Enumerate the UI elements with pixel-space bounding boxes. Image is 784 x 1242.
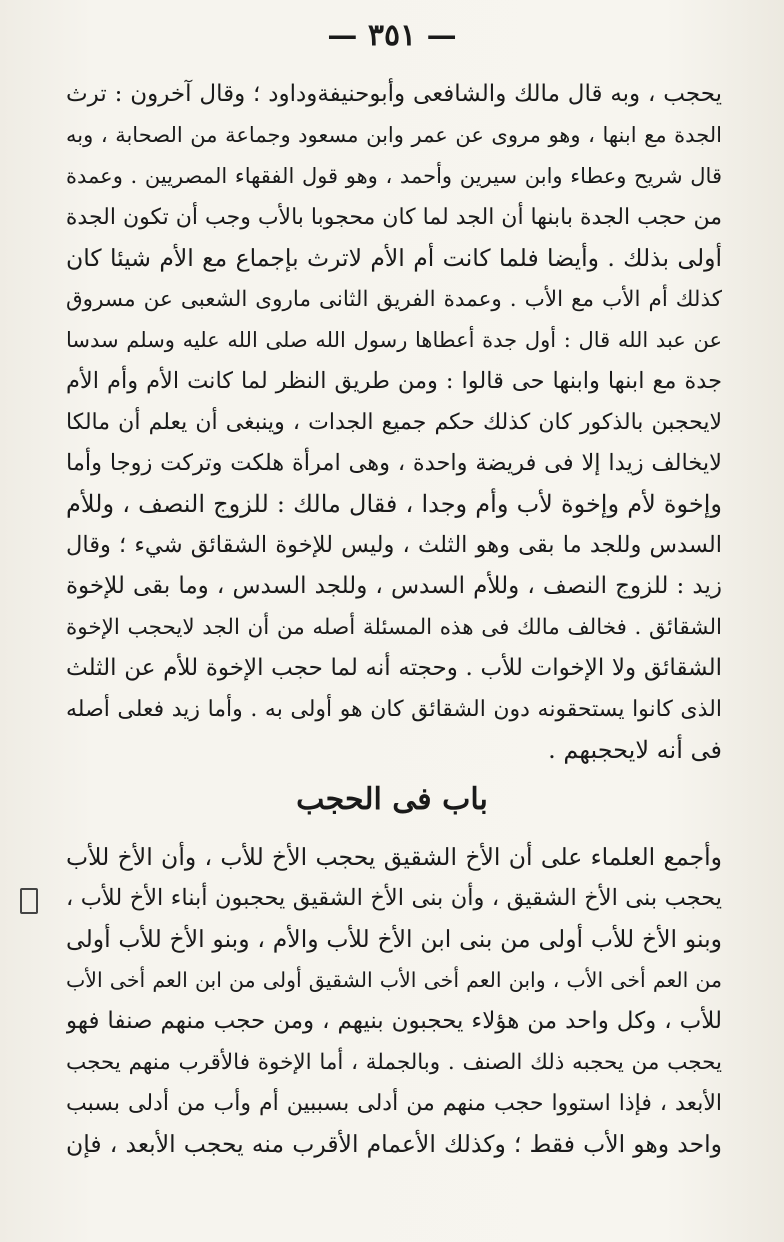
section-title: باب فى الحجب (296, 782, 488, 817)
text-line: قال شريح وعطاء وابن سيرين وأحمد ، وهو قول الفقهاء المصريين . وعمدة (66, 164, 722, 188)
text-line: عن عبد الله قال : أول جدة أعطاها رسول الله صلى الله عليه وسلم سدسا (66, 328, 722, 352)
text-line: من حجب الجدة بابنها أن الجد لما كان محجوبا بالأب وجب أن تكون الجدة (66, 205, 722, 230)
text-line: كذلك أم الأب مع الأب . وعمدة الفريق الثانى ماروى الشعبى عن مسروق (66, 287, 722, 312)
text-line: يحجب من يحجبه ذلك الصنف . وبالجملة ، أما الإخوة فالأقرب منهم يحجب (66, 1050, 722, 1075)
page-number: — ٣٥١ — (327, 18, 457, 53)
text-line: السدس وللجد ما بقى وهو الثلث ، وليس للإخوة الشقائق شيء ؛ وقال (66, 532, 722, 558)
text-line: يحجب بنى الأخ الشقيق ، وأن بنى الأخ الشقيق يحجبون أبناء الأخ للأب ، (66, 885, 722, 911)
text-line: زيد : للزوج النصف ، وللأم السدس ، وللجد السدس ، وما بقى للإخوة (66, 573, 722, 599)
text-line: لايخالف زيدا إلا فى فريضة واحدة ، وهى امرأة هلكت وتركت زوجا وأما (66, 450, 722, 476)
margin-bracket-mark (20, 888, 38, 914)
text-line: واحد وهو الأب فقط ؛ وكذلك الأعمام الأقرب منه يحجب الأبعد ، فإن (66, 1130, 722, 1158)
text-line: فى أنه لايحجبهم . (548, 736, 722, 764)
text-line: يحجب ، وبه قال مالك والشافعى وأبوحنيفةوداود ؛ وقال آخرون : ترث (66, 81, 722, 107)
text-line: أولى بذلك . وأيضا فلما كانت أم الأم لاترث بإجماع مع الأم شيئا كان (66, 244, 722, 272)
text-line: وأجمع العلماء على أن الأخ الشقيق يحجب الأخ للأب ، وأن الأخ للأب (66, 843, 722, 871)
text-line: الذى كانوا يستحقونه دون الشقائق كان هو أولى به . وأما زيد فعلى أصله (66, 697, 722, 722)
text-line: جدة مع ابنها وابنها حى قالوا : ومن طريق النظر لما كانت الأم وأم الأم (66, 368, 722, 394)
text-line: الشقائق ولا الإخوات للأب . وحجته أنه لما حجب الإخوة للأم عن الثلث (66, 655, 722, 681)
text-line: من العم أخى الأب ، وابن العم أخى الأب الشقيق أولى من ابن العم أخى الأب (66, 968, 722, 992)
paragraph-1 (66, 74, 722, 771)
paragraph-2 (66, 837, 722, 1165)
text-line: الشقائق . فخالف مالك فى هذه المسئلة أصله من أن الجد لايحجب الإخوة (66, 615, 722, 640)
text-line: وبنو الأخ للأب أولى من بنى ابن الأخ للأب والأم ، وبنو الأخ للأب أولى (66, 925, 722, 953)
text-line: وإخوة لأم وإخوة لأب وأم وجدا ، فقال مالك : للزوج النصف ، وللأم (66, 490, 722, 518)
text-line: للأب ، وكل واحد من هؤلاء يحجبون بنيهم ، ومن حجب منهم صنفا فهو (66, 1008, 722, 1034)
text-line: الجدة مع ابنها ، وهو مروى عن عمر وابن مسعود وجماعة من الصحابة ، وبه (66, 123, 722, 147)
text-line: لايحجبن بالذكور كان كذلك حكم جميع الجدات ، وينبغى أن يعلم أن مالكا (66, 410, 722, 435)
text-line: الأبعد ، فإذا استووا حجب منهم من أدلى بسببين أم وأب من أدلى بسبب (66, 1091, 722, 1116)
